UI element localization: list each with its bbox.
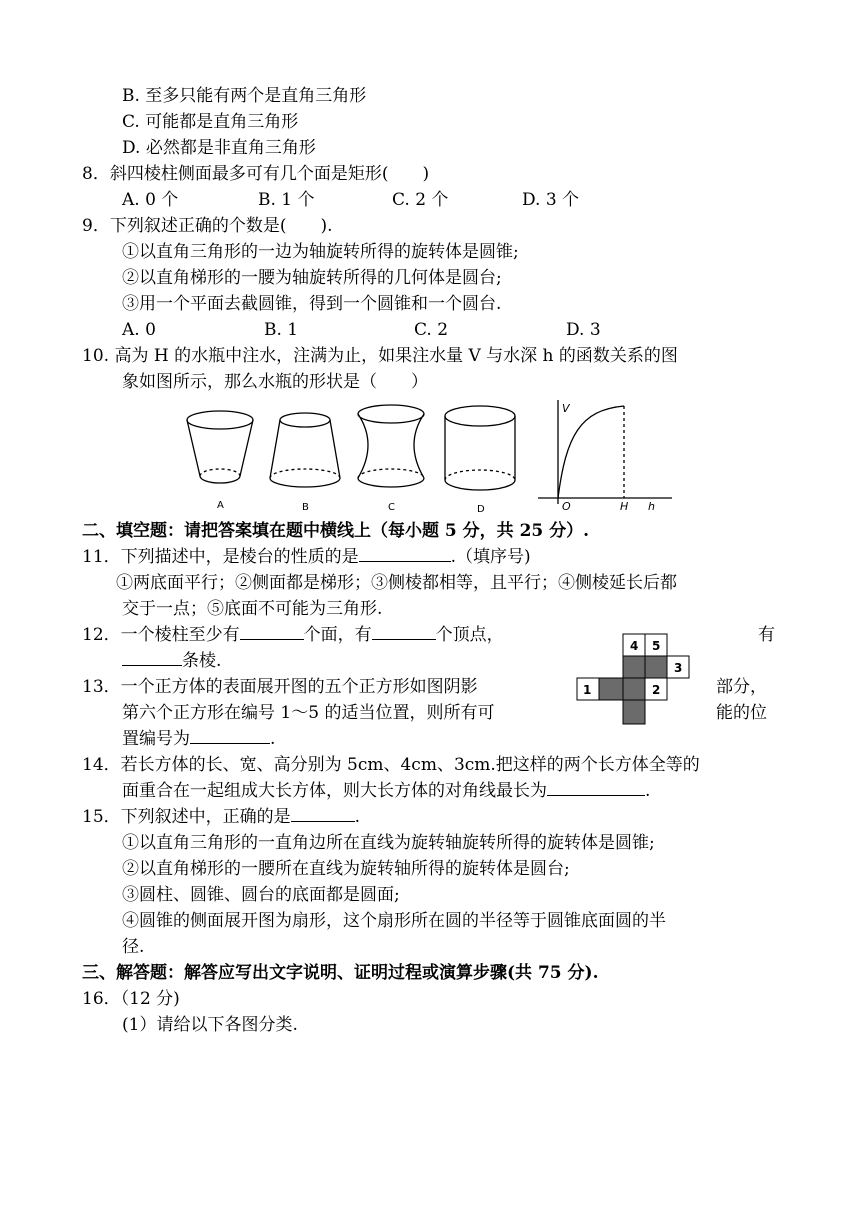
- bottle-a-label: A: [217, 500, 224, 511]
- q13-text-c: 置编号为: [122, 729, 190, 749]
- q9-option-b: B. 1: [264, 320, 299, 340]
- q12-line-2: [122, 649, 221, 673]
- q14-text-a: 面重合在一起组成大长方体，则大长方体的对角线最长为: [122, 781, 547, 801]
- q14-answer-blank[interactable]: [547, 779, 645, 796]
- q13-line-2-end: 能的位: [716, 703, 767, 723]
- q13-answer-blank[interactable]: [190, 727, 270, 744]
- net-number-2: 2: [652, 683, 661, 697]
- q9-option-d: D. 3: [566, 320, 601, 340]
- graph-h-label: h: [648, 500, 655, 513]
- q15-text-b: .: [354, 807, 361, 827]
- q15-stem: [82, 805, 360, 829]
- q10-bottle-figure: [180, 396, 680, 518]
- q15-statement-3: ③圆柱、圆锥、圆台的底面都是圆面;: [122, 885, 400, 905]
- q15-answer-blank[interactable]: [291, 805, 355, 822]
- q13-text-c2: .: [270, 729, 276, 749]
- q15-statement-1: ①以直角三角形的一直角边所在直线为旋转轴旋转所得的旋转体是圆锥;: [122, 833, 655, 853]
- q12-text-d: 有: [758, 625, 775, 645]
- net-number-1: 1: [583, 683, 592, 697]
- q8-option-d: D. 3 个: [522, 190, 580, 210]
- bottle-b-shape: [270, 413, 340, 487]
- q10-volume-graph: [538, 400, 672, 504]
- section-3-heading: 三、解答题：解答应写出文字说明、证明过程或演算步骤(共 75 分).: [82, 963, 599, 983]
- q15-statement-4: ④圆锥的侧面展开图为扇形，这个扇形所在圆的半径等于圆锥底面圆的半: [122, 911, 666, 931]
- q14-line-2: [122, 779, 650, 803]
- q15-statement-2: ②以直角梯形的一腰所在直线为旋转轴所得的旋转体是圆台;: [122, 859, 570, 879]
- q15-statement-4-end: 径.: [122, 937, 145, 957]
- q16-part-1: (1）请给以下各图分类.: [122, 1015, 298, 1035]
- q11-stem-text: 11．下列描述中，是棱台的性质的是: [82, 547, 359, 567]
- q16-stem: 16．（12 分): [82, 989, 180, 1009]
- q9-option-c: C. 2: [414, 320, 449, 340]
- q14-line-1: 14．若长方体的长、宽、高分别为 5cm、4cm、3cm.把这样的两个长方体全等的: [82, 755, 700, 775]
- bottle-d-label: D: [477, 504, 485, 515]
- q13-line-1-end: 部分，: [716, 677, 767, 697]
- q11-stem-suffix: .（填序号): [450, 547, 531, 567]
- net-number-4: 4: [630, 639, 639, 653]
- q12-vertices-blank[interactable]: [372, 623, 436, 640]
- q9-stem: 9．下列叙述正确的个数是( ).: [82, 216, 333, 236]
- q12-edges-blank[interactable]: [122, 649, 182, 666]
- q9-statement-3: ③用一个平面去截圆锥，得到一个圆锥和一个圆台.: [122, 294, 502, 314]
- q11-line-3: 交于一点；⑤底面不可能为三角形.: [122, 599, 383, 619]
- q12-line-1: [82, 623, 504, 647]
- q13-line-1: 13．一个正方体的表面展开图的五个正方形如图阴影: [82, 677, 478, 697]
- q14-text-b: .: [645, 781, 651, 801]
- q12-text-e: 条棱.: [182, 651, 222, 671]
- q7-option-c: C. 可能都是直角三角形: [122, 112, 299, 132]
- q11-answer-blank[interactable]: [359, 545, 451, 562]
- bottle-d-shape: [445, 406, 515, 490]
- net-number-3: 3: [674, 661, 683, 675]
- q8-stem: 8．斜四棱柱侧面最多可有几个面是矩形( ): [82, 164, 430, 184]
- bottle-a-shape: [187, 411, 253, 483]
- q8-option-a: A. 0 个: [122, 190, 179, 210]
- q13-line-3: [122, 727, 275, 751]
- q9-statement-1: ①以直角三角形的一边为轴旋转所得的旋转体是圆锥;: [122, 242, 519, 262]
- q8-option-c: C. 2 个: [392, 190, 449, 210]
- q13-line-2: 第六个正方形在编号 1～5 的适当位置，则所有可: [122, 703, 495, 723]
- q9-statement-2: ②以直角梯形的一腰为轴旋转所得的几何体是圆台;: [122, 268, 502, 288]
- q13-cube-net-figure: [575, 633, 699, 727]
- graph-origin-label: O: [562, 500, 571, 513]
- graph-v-label: V: [562, 402, 570, 415]
- q9-option-a: A. 0: [122, 320, 156, 340]
- q10-line-2: 象如图所示，那么水瓶的形状是（ ）: [122, 372, 428, 392]
- q10-line-1: 10. 高为 H 的水瓶中注水，注满为止，如果注水量 V 与水深 h 的函数关系的图: [82, 346, 678, 366]
- bottle-c-shape: [358, 405, 424, 487]
- q11-stem: [82, 545, 531, 569]
- net-number-5: 5: [652, 639, 661, 653]
- section-2-heading: 二、填空题：请把答案填在题中横线上（每小题 5 分，共 25 分）.: [82, 521, 590, 541]
- q11-line-2: ①两底面平行；②侧面都是梯形；③侧棱都相等，且平行；④侧棱延长后都: [116, 573, 677, 593]
- q15-text-a: 15．下列叙述中，正确的是: [82, 807, 291, 827]
- graph-h-capital-label: H: [620, 500, 629, 513]
- q7-option-b: B. 至多只能有两个是直角三角形: [122, 86, 367, 106]
- bottle-b-label: B: [302, 502, 309, 513]
- bottle-c-label: C: [388, 502, 395, 513]
- q12-text-a: 12．一个棱柱至少有: [82, 625, 240, 645]
- q12-text-c: 个顶点，: [435, 625, 504, 645]
- q8-option-b: B. 1 个: [258, 190, 315, 210]
- q12-faces-blank[interactable]: [240, 623, 304, 640]
- q7-option-d: D. 必然都是非直角三角形: [122, 138, 316, 158]
- q12-text-b: 个面，有: [303, 625, 372, 645]
